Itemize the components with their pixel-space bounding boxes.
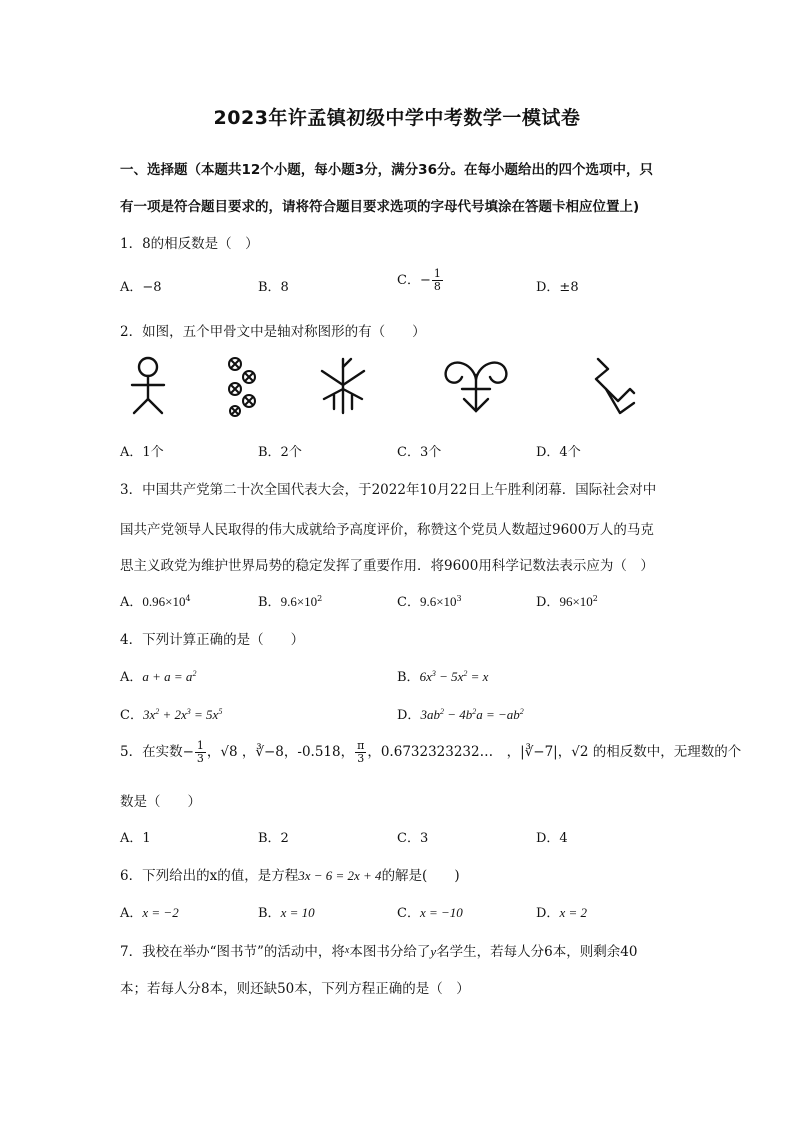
option-label: D． bbox=[536, 595, 560, 610]
q4-stem: 4．下列计算正确的是（ ） bbox=[120, 632, 305, 648]
q1-stem: 1．8的相反数是（ ） bbox=[120, 236, 259, 252]
q5-fraction-one-third bbox=[195, 740, 206, 765]
q1-option-c-fraction bbox=[432, 268, 443, 293]
option-label: B． bbox=[397, 670, 420, 685]
tree-glyph-icon bbox=[318, 355, 368, 417]
q1-option-b: B．8 bbox=[258, 280, 289, 295]
q7-text-a: 7．我校在举办“图书节”的活动中，将 bbox=[120, 944, 345, 960]
option-value: x = −10 bbox=[419, 905, 463, 920]
section1-line1: 一、选择题（本题共12个小题，每小题3分，满分36分。在每小题给出的四个选项中，只 bbox=[120, 162, 653, 178]
q3-option-c bbox=[397, 591, 462, 610]
q5-line2: 数是（ ） bbox=[120, 794, 201, 810]
q5-list-part2: ，0.6732323232… ，|∛−7|，√2 的相反数中，无理数的个 bbox=[367, 744, 742, 760]
q3-option-d bbox=[536, 591, 598, 610]
option-exponent: 2 bbox=[592, 594, 598, 603]
option-formula: $3x^2 + 2x^3 = 5x^5$ bbox=[142, 707, 223, 722]
q4-option-a bbox=[120, 666, 196, 685]
q1-option-c bbox=[397, 268, 444, 293]
q4-option-d bbox=[397, 704, 524, 723]
option-label: B． bbox=[258, 906, 281, 921]
option-label: A． bbox=[120, 670, 143, 685]
section1-line2: 有一项是符合题目要求的，请将符合题目要求选项的字母代号填涂在答题卡相应位置上) bbox=[120, 199, 640, 215]
option-label: D． bbox=[536, 906, 560, 921]
option-exponent: 4 bbox=[185, 594, 191, 603]
q1-option-c-prefix: C．− bbox=[397, 273, 431, 288]
q2-option-c: C．3个 bbox=[397, 445, 442, 460]
option-value: x = −2 bbox=[142, 905, 179, 920]
q7-text-c: 名学生，若每人分6本，则剩余40 bbox=[436, 944, 638, 960]
option-label: A． bbox=[120, 595, 143, 610]
q5-prefix: 5．在实数− bbox=[120, 744, 194, 760]
fraction-numerator: 1 bbox=[433, 267, 441, 280]
q5-fraction-pi-third bbox=[355, 740, 366, 765]
person-glyph-icon bbox=[128, 355, 168, 417]
fraction-denominator: 8 bbox=[433, 280, 441, 293]
q5-option-a: A．1 bbox=[120, 831, 151, 846]
q2-stem: 2．如图，五个甲骨文中是轴对称图形的有（ ） bbox=[120, 324, 426, 340]
zigzag-glyph-icon bbox=[588, 355, 636, 417]
option-label: B． bbox=[258, 595, 281, 610]
option-label: D． bbox=[397, 708, 421, 723]
option-label: A． bbox=[120, 906, 143, 921]
q6-option-c bbox=[397, 902, 463, 921]
q7-line2: 本；若每人分8本，则还缺50本，下列方程正确的是（ ） bbox=[120, 981, 470, 997]
option-label: C． bbox=[120, 708, 143, 723]
q7-var-y: y bbox=[430, 944, 437, 959]
q3-option-a bbox=[120, 591, 191, 610]
q6-option-d bbox=[536, 902, 587, 921]
q3-option-b bbox=[258, 591, 322, 610]
q4-option-c bbox=[120, 704, 222, 723]
q7-line1 bbox=[120, 940, 637, 960]
option-value: x = 10 bbox=[280, 905, 315, 920]
q5-line1 bbox=[120, 740, 741, 765]
q1-option-a: A．−8 bbox=[120, 280, 162, 295]
q7-var-x: x bbox=[344, 945, 350, 956]
q6-stem-pre: 6．下列给出的x的值，是方程 bbox=[120, 868, 299, 884]
q5-option-b: B．2 bbox=[258, 831, 289, 846]
option-value: 96×10 bbox=[559, 594, 593, 609]
q2-option-b: B．2个 bbox=[258, 445, 302, 460]
option-value: 9.6×10 bbox=[280, 594, 318, 609]
q6-equation: 3x − 6 = 2x + 4 bbox=[298, 868, 382, 883]
q3-line1: 3．中国共产党第二十次全国代表大会，于2022年10月22日上午胜利闭幕．国际社会对中 bbox=[120, 482, 657, 498]
q3-line2: 国共产党领导人民取得的伟大成就给予高度评价，称赞这个党员人数超过9600万人的马克 bbox=[120, 522, 654, 538]
fraction-denominator: 3 bbox=[196, 752, 204, 765]
q6-stem bbox=[120, 864, 460, 884]
page-title: 2023年许孟镇初级中学中考数学一模试卷 bbox=[213, 107, 581, 129]
option-label: C． bbox=[397, 906, 420, 921]
q7-text-b: 本图书分给了 bbox=[349, 944, 431, 960]
q6-stem-post: 的解是( ) bbox=[381, 868, 460, 884]
option-formula: $3ab^2 - 4b^2a = -ab^2$ bbox=[420, 707, 524, 722]
option-exponent: 3 bbox=[456, 594, 462, 603]
option-label: C． bbox=[397, 595, 420, 610]
q2-option-a: A．1个 bbox=[120, 445, 164, 460]
option-formula: $a + a = a^2$ bbox=[142, 669, 197, 684]
option-exponent: 2 bbox=[317, 594, 323, 603]
fraction-numerator: 1 bbox=[196, 739, 204, 752]
q1-option-d: D．±8 bbox=[536, 280, 579, 295]
q2-option-d: D．4个 bbox=[536, 445, 581, 460]
fraction-numerator: π bbox=[357, 739, 365, 752]
ram-glyph-icon bbox=[442, 355, 510, 417]
q6-option-b bbox=[258, 902, 315, 921]
option-formula: $6x^3 - 5x^2 = x$ bbox=[419, 669, 489, 684]
q5-option-d: D．4 bbox=[536, 831, 568, 846]
beads-glyph-icon bbox=[224, 355, 262, 417]
q3-line3: 思主义政党为维护世界局势的稳定发挥了重要作用．将9600用科学记数法表示应为（ ） bbox=[120, 558, 654, 574]
q5-option-c: C．3 bbox=[397, 831, 429, 846]
option-value: 0.96×10 bbox=[142, 594, 186, 609]
option-value: 9.6×10 bbox=[419, 594, 457, 609]
q4-option-b bbox=[397, 666, 488, 685]
fraction-denominator: 3 bbox=[357, 752, 365, 765]
q6-option-a bbox=[120, 902, 179, 921]
q5-list-part1: ，√8 ，∛−8，-0.518， bbox=[206, 744, 355, 760]
option-value: x = 2 bbox=[559, 905, 587, 920]
